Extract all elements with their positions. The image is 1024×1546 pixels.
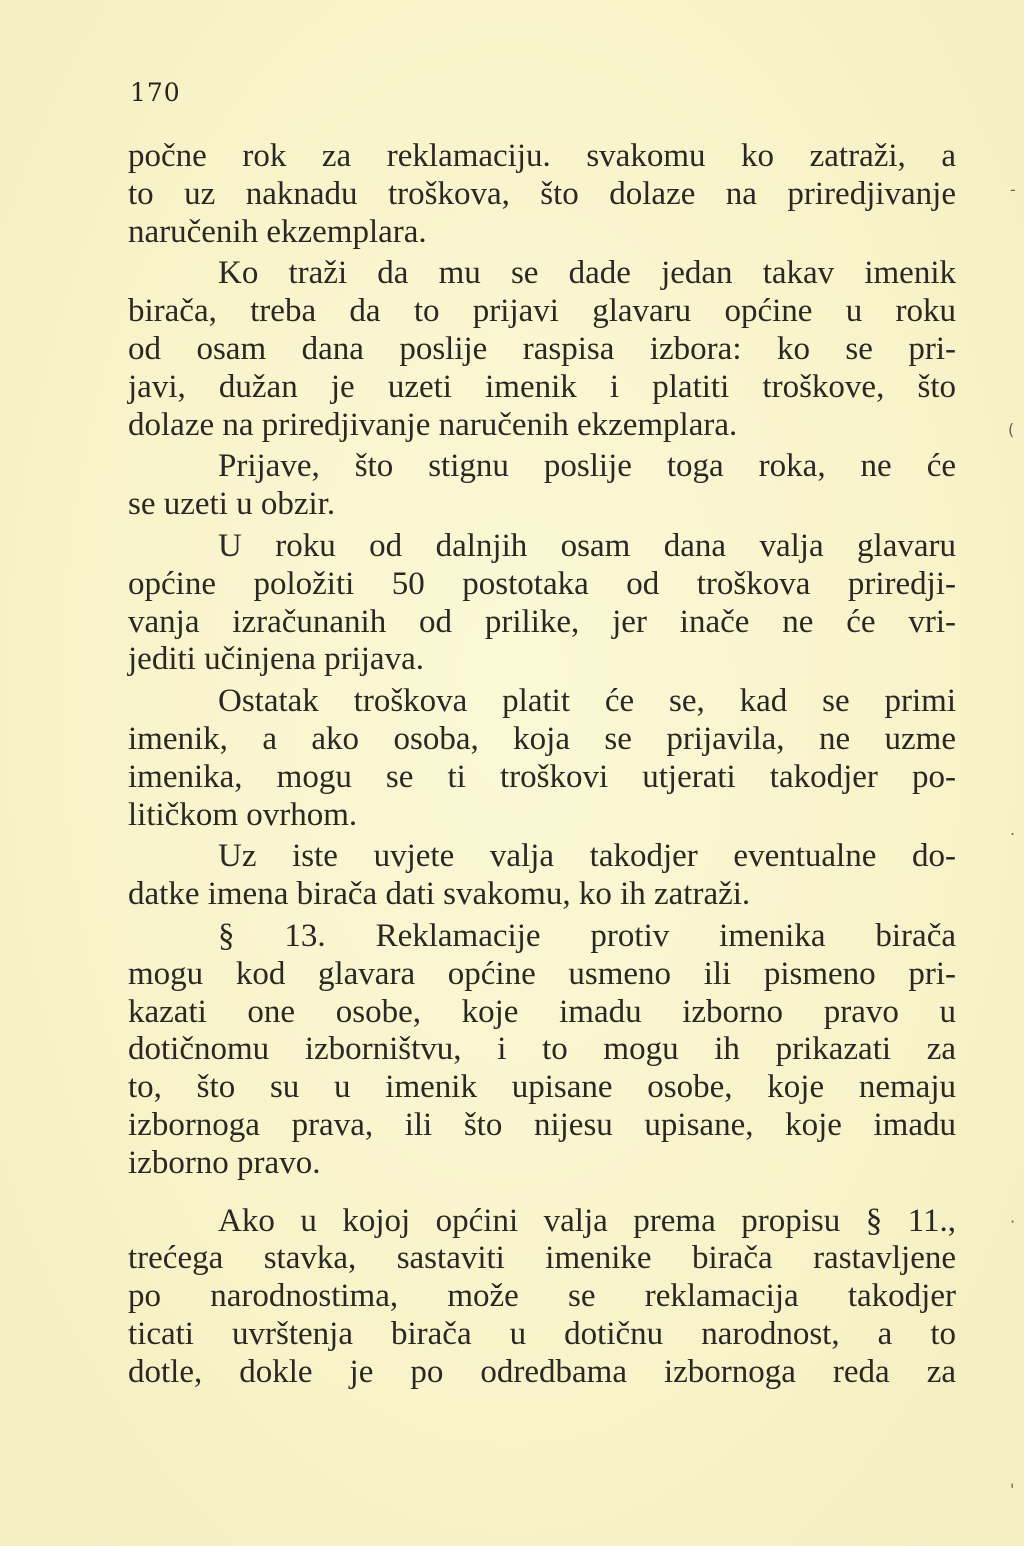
text-line: Uz iste uvjete valja takodjer eventualne do- <box>218 838 956 875</box>
paragraph-6 <box>128 838 956 914</box>
text-line: javi, dužan je uzeti imenik i platiti troškove, što <box>128 368 956 405</box>
text-line: Ostatak troškova platit će se, kad se primi <box>218 683 956 720</box>
text-line: naručenih ekzemplara. <box>128 213 427 250</box>
text-line: dotičnomu izborništvu, i to mogu ih prikazati za <box>128 1031 956 1068</box>
text-line: izborno pravo. <box>128 1144 321 1181</box>
text-line: mogu kod glavara općine usmeno ili pismeno pri- <box>128 955 956 992</box>
text-line: kazati one osobe, koje imadu izborno pravo u <box>128 993 956 1030</box>
text-line: Prijave, što stignu poslije toga roka, ne će <box>218 448 956 485</box>
text-line: dotle, dokle je po odredbama izbornoga reda za <box>128 1353 956 1390</box>
margin-speck: ( <box>1008 420 1015 439</box>
text-line: imenika, mogu se ti troškovi utjerati takodjer po- <box>128 758 956 795</box>
text-line: izbornoga prava, ili što nijesu upisane, koje imadu <box>128 1106 956 1143</box>
text-line: U roku od dalnjih osam dana valja glavaru <box>218 527 956 564</box>
body-text <box>128 138 956 1392</box>
page-number: 170 <box>130 78 181 107</box>
paragraph-1 <box>128 138 956 251</box>
paragraph-8 <box>128 1203 956 1392</box>
paragraph-4 <box>128 528 956 679</box>
text-line: dolaze na priredjivanje naručenih ekzemplara. <box>128 406 738 443</box>
text-line: trećega stavka, sastaviti imenike birača rastavljene <box>128 1240 956 1277</box>
text-line: Ako u kojoj općini valja prema propisu § 11., <box>218 1202 956 1239</box>
text-line: imenik, a ako osoba, koja se prijavila, ne uzme <box>128 720 956 757</box>
paragraph-2 <box>128 255 956 444</box>
paragraph-5 <box>128 683 956 834</box>
paragraph-3 <box>128 448 956 524</box>
margin-speck: ' <box>1010 1480 1015 1499</box>
text-line: to, što su u imenik upisane osobe, koje nemaju <box>128 1069 956 1106</box>
text-line: jediti učinjena prijava. <box>128 641 424 678</box>
margin-speck: . <box>1010 820 1016 839</box>
text-line: ticati uvrštenja birača u dotičnu narodnost, a to <box>128 1315 956 1352</box>
text-line: vanja izračunanih od prilike, jer inače ne će vri- <box>128 603 956 640</box>
text-line: počne rok za reklamaciju. svakomu ko zatraži, a <box>128 138 956 174</box>
text-line: datke imena birača dati svakomu, ko ih zatraži. <box>128 876 751 913</box>
margin-speck: - <box>1010 180 1016 199</box>
text-line: litičkom ovrhom. <box>128 796 358 833</box>
text-line: se uzeti u obzir. <box>128 486 336 523</box>
paragraph-section-13 <box>128 918 956 1183</box>
text-line: birača, treba da to prijavi glavaru općine u roku <box>128 293 956 330</box>
text-line: Ko traži da mu se dade jedan takav imenik <box>218 255 956 292</box>
text-line: općine položiti 50 postotaka od troškova priredji- <box>128 565 956 602</box>
text-line: po narodnostima, može se reklamacija takodjer <box>128 1278 956 1315</box>
text-line: to uz naknadu troškova, što dolaze na priredjivanje <box>128 175 956 212</box>
text-line: od osam dana poslije raspisa izbora: ko se pri- <box>128 330 956 367</box>
section-heading-line: § 13. Reklamacije protiv imenika birača <box>218 917 956 954</box>
margin-speck: · <box>1010 1212 1016 1231</box>
